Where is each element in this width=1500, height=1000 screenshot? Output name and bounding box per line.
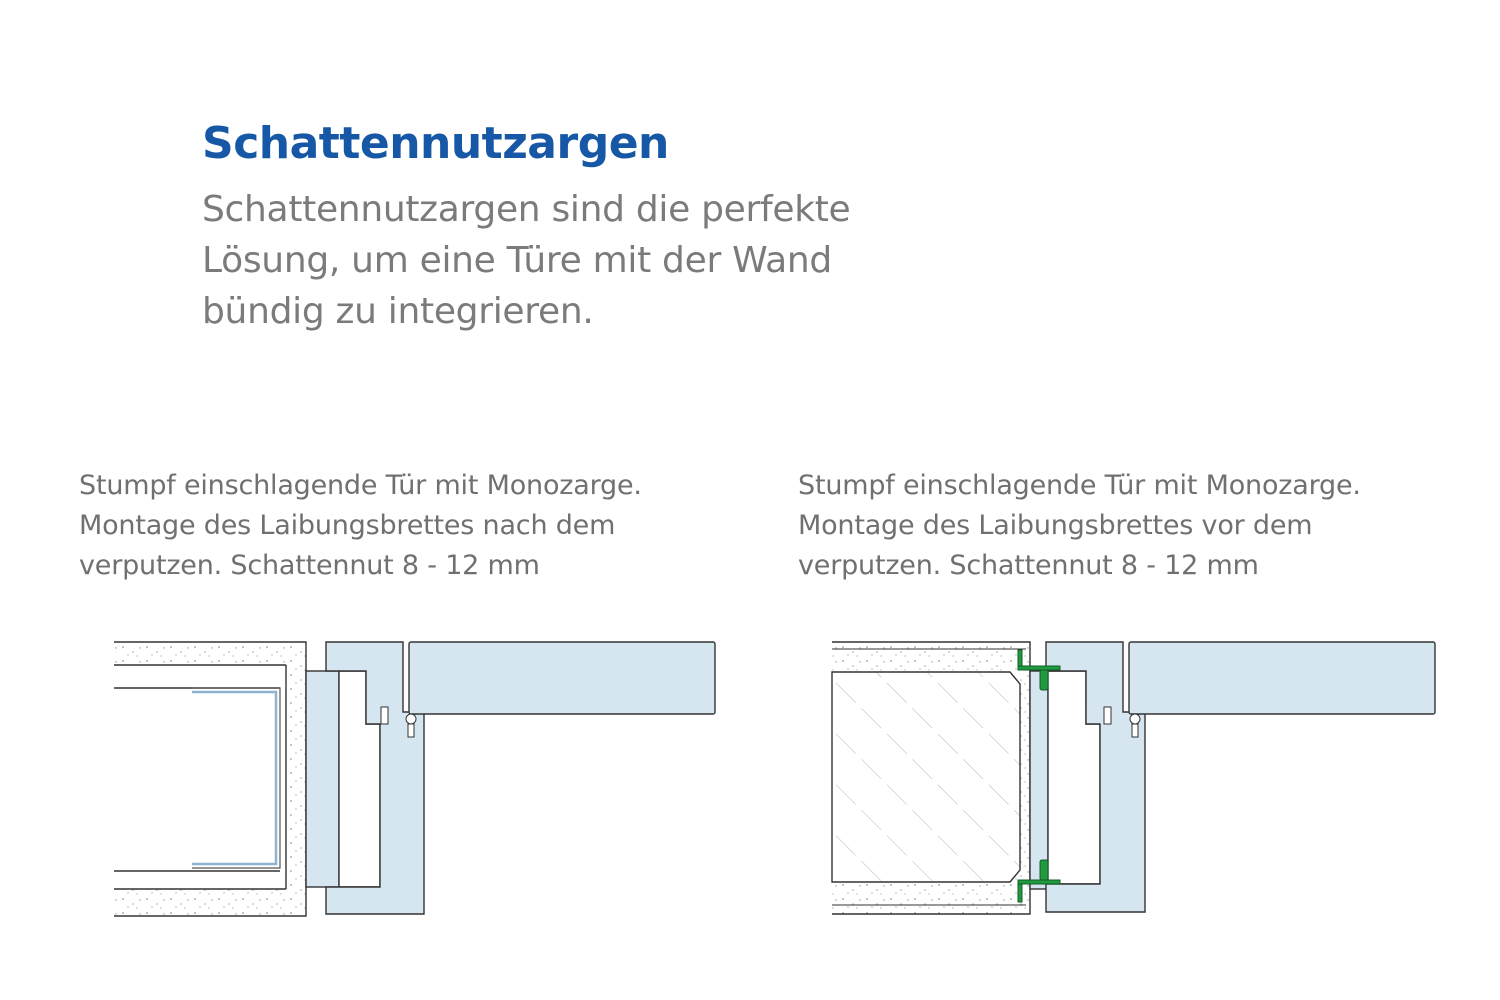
seal-right [1104,707,1111,724]
caption-right-line-1: Stumpf einschlagende Tür mit Monozarge. [798,470,1361,501]
caption-left-line-3: verputzen. Schattennut 8 - 12 mm [79,550,540,581]
page-title: Schattennutzargen [202,118,669,169]
caption-right-line-2: Montage des Laibungsbrettes vor dem [798,510,1313,541]
wall-left [114,642,306,916]
section-drawings [0,630,1500,930]
door-leaf-right [1129,642,1435,714]
door-leaf-left [409,642,715,714]
intro-line-3: bündig zu integrieren. [202,291,594,332]
caption-left [79,466,759,586]
intro-text [202,184,962,337]
diagram-left [114,642,715,916]
hinge-right [1130,714,1140,724]
intro-line-1: Schattennutzargen sind die perfekte [202,189,851,230]
seal-left [381,707,388,724]
caption-left-line-2: Montage des Laibungsbrettes nach dem [79,510,616,541]
hinge-left [406,714,416,724]
caption-right [798,466,1478,586]
reveal-board-right [1030,671,1048,889]
wall-right [832,642,1030,914]
diagram-right [832,642,1435,914]
caption-right-line-3: verputzen. Schattennut 8 - 12 mm [798,550,1259,581]
reveal-board-left [306,671,339,887]
caption-left-line-1: Stumpf einschlagende Tür mit Monozarge. [79,470,642,501]
intro-line-2: Lösung, um eine Türe mit der Wand [202,240,832,281]
